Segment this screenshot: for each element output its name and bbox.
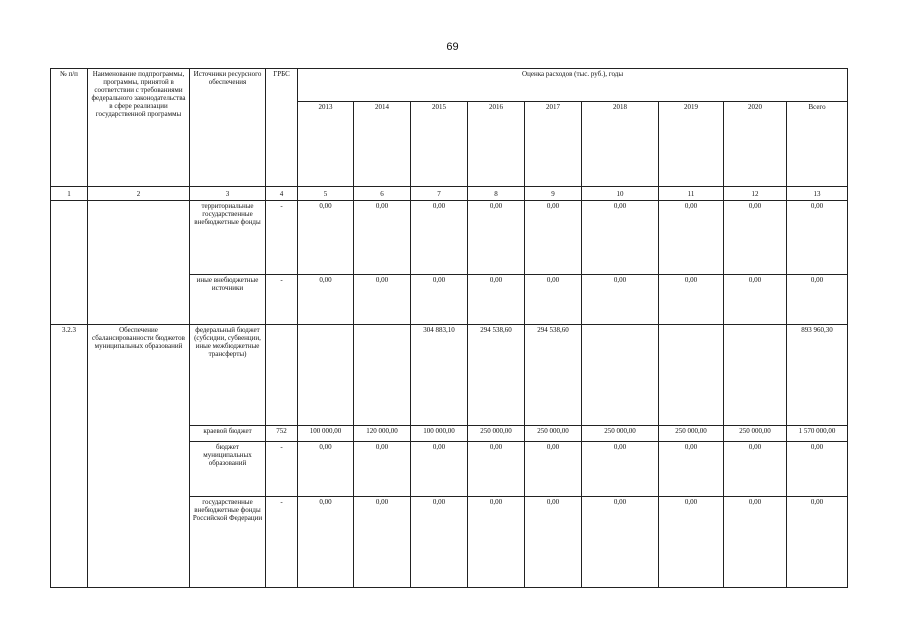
- row-grbs: [266, 325, 298, 426]
- row-total: 893 960,30: [787, 325, 848, 426]
- column-number: 1: [51, 187, 88, 201]
- row-value: 0,00: [724, 201, 787, 275]
- row-grbs: -: [266, 201, 298, 275]
- row-value: 0,00: [582, 275, 659, 325]
- row-source: территориальные государственные внебюджетные фонды: [190, 201, 266, 275]
- row-value: 0,00: [724, 497, 787, 588]
- row-value: 0,00: [298, 497, 354, 588]
- row-value: 0,00: [582, 442, 659, 497]
- row-total: 0,00: [787, 497, 848, 588]
- header-grbs: ГРБС: [266, 69, 298, 187]
- row-name: Обеспечение сбалансированности бюджетов муниципальных образований: [88, 325, 190, 588]
- header-year: 2017: [525, 102, 582, 187]
- row-value: 0,00: [298, 201, 354, 275]
- row-value: 0,00: [582, 201, 659, 275]
- row-source: государственные внебюджетные фонды Российской Федерации: [190, 497, 266, 588]
- row-value: 0,00: [411, 442, 468, 497]
- header-estimate: Оценка расходов (тыс. руб.), годы: [298, 69, 848, 102]
- row-value: 0,00: [525, 201, 582, 275]
- row-value: 0,00: [468, 497, 525, 588]
- row-total: 1 570 000,00: [787, 426, 848, 442]
- row-value: 0,00: [468, 442, 525, 497]
- row-value: 0,00: [411, 275, 468, 325]
- row-value: 0,00: [525, 442, 582, 497]
- column-number: 7: [411, 187, 468, 201]
- table-row: [51, 201, 848, 275]
- row-value: [582, 325, 659, 426]
- row-value: 250 000,00: [468, 426, 525, 442]
- row-value: 0,00: [411, 497, 468, 588]
- header-year: 2015: [411, 102, 468, 187]
- row-value: [659, 325, 724, 426]
- header-year: 2019: [659, 102, 724, 187]
- row-value: 250 000,00: [525, 426, 582, 442]
- row-value: [354, 325, 411, 426]
- row-value: 0,00: [525, 497, 582, 588]
- row-value: 0,00: [468, 275, 525, 325]
- row-value: 0,00: [659, 201, 724, 275]
- row-name: [88, 201, 190, 325]
- header-row-top: [51, 69, 848, 102]
- row-value: 0,00: [468, 201, 525, 275]
- row-value: 250 000,00: [659, 426, 724, 442]
- row-value: [724, 325, 787, 426]
- header-name: Наименование подпрограммы, программы, принятой в соответствии с требованиями федерального законодательства в сфере реализации государственной программы: [88, 69, 190, 187]
- row-grbs: 752: [266, 426, 298, 442]
- row-value: 0,00: [354, 201, 411, 275]
- row-grbs: -: [266, 497, 298, 588]
- column-number: 9: [525, 187, 582, 201]
- header-year: 2014: [354, 102, 411, 187]
- column-number: 4: [266, 187, 298, 201]
- row-value: 0,00: [724, 275, 787, 325]
- row-value: 0,00: [354, 497, 411, 588]
- row-total: 0,00: [787, 275, 848, 325]
- header-year: 2020: [724, 102, 787, 187]
- row-total: 0,00: [787, 442, 848, 497]
- row-value: 120 000,00: [354, 426, 411, 442]
- row-grbs: -: [266, 442, 298, 497]
- row-num: 3.2.3: [51, 325, 88, 588]
- row-value: 0,00: [724, 442, 787, 497]
- row-value: 294 538,60: [468, 325, 525, 426]
- column-number: 12: [724, 187, 787, 201]
- row-value: 0,00: [354, 275, 411, 325]
- column-number: 2: [88, 187, 190, 201]
- column-number: 10: [582, 187, 659, 201]
- header-total: Всего: [787, 102, 848, 187]
- column-number: 5: [298, 187, 354, 201]
- row-value: [298, 325, 354, 426]
- row-value: 304 883,10: [411, 325, 468, 426]
- row-value: 250 000,00: [582, 426, 659, 442]
- row-num: [51, 201, 88, 325]
- row-value: 0,00: [659, 275, 724, 325]
- row-value: 0,00: [659, 442, 724, 497]
- table-row: [51, 325, 848, 426]
- row-value: 0,00: [525, 275, 582, 325]
- row-value: 294 538,60: [525, 325, 582, 426]
- column-number: 13: [787, 187, 848, 201]
- header-year: 2018: [582, 102, 659, 187]
- column-number: 11: [659, 187, 724, 201]
- row-source: бюджет муниципальных образований: [190, 442, 266, 497]
- header-year: 2013: [298, 102, 354, 187]
- row-grbs: -: [266, 275, 298, 325]
- column-number: 6: [354, 187, 411, 201]
- row-source: краевой бюджет: [190, 426, 266, 442]
- row-value: 250 000,00: [724, 426, 787, 442]
- column-number: 8: [468, 187, 525, 201]
- row-value: 0,00: [659, 497, 724, 588]
- row-value: 0,00: [354, 442, 411, 497]
- row-total: 0,00: [787, 201, 848, 275]
- row-value: 0,00: [582, 497, 659, 588]
- header-source: Источники ресурсного обеспечения: [190, 69, 266, 187]
- row-value: 0,00: [411, 201, 468, 275]
- row-value: 100 000,00: [411, 426, 468, 442]
- row-source: иные внебюджетные источники: [190, 275, 266, 325]
- row-source: федеральный бюджет (субсидии, субвенции, иные межбюджетные трансферты): [190, 325, 266, 426]
- row-value: 0,00: [298, 275, 354, 325]
- row-value: 100 000,00: [298, 426, 354, 442]
- budget-table: [50, 68, 848, 588]
- page-number: 69: [446, 41, 459, 53]
- column-number-row: [51, 187, 848, 201]
- header-num: № п/п: [51, 69, 88, 187]
- row-value: 0,00: [298, 442, 354, 497]
- column-number: 3: [190, 187, 266, 201]
- header-year: 2016: [468, 102, 525, 187]
